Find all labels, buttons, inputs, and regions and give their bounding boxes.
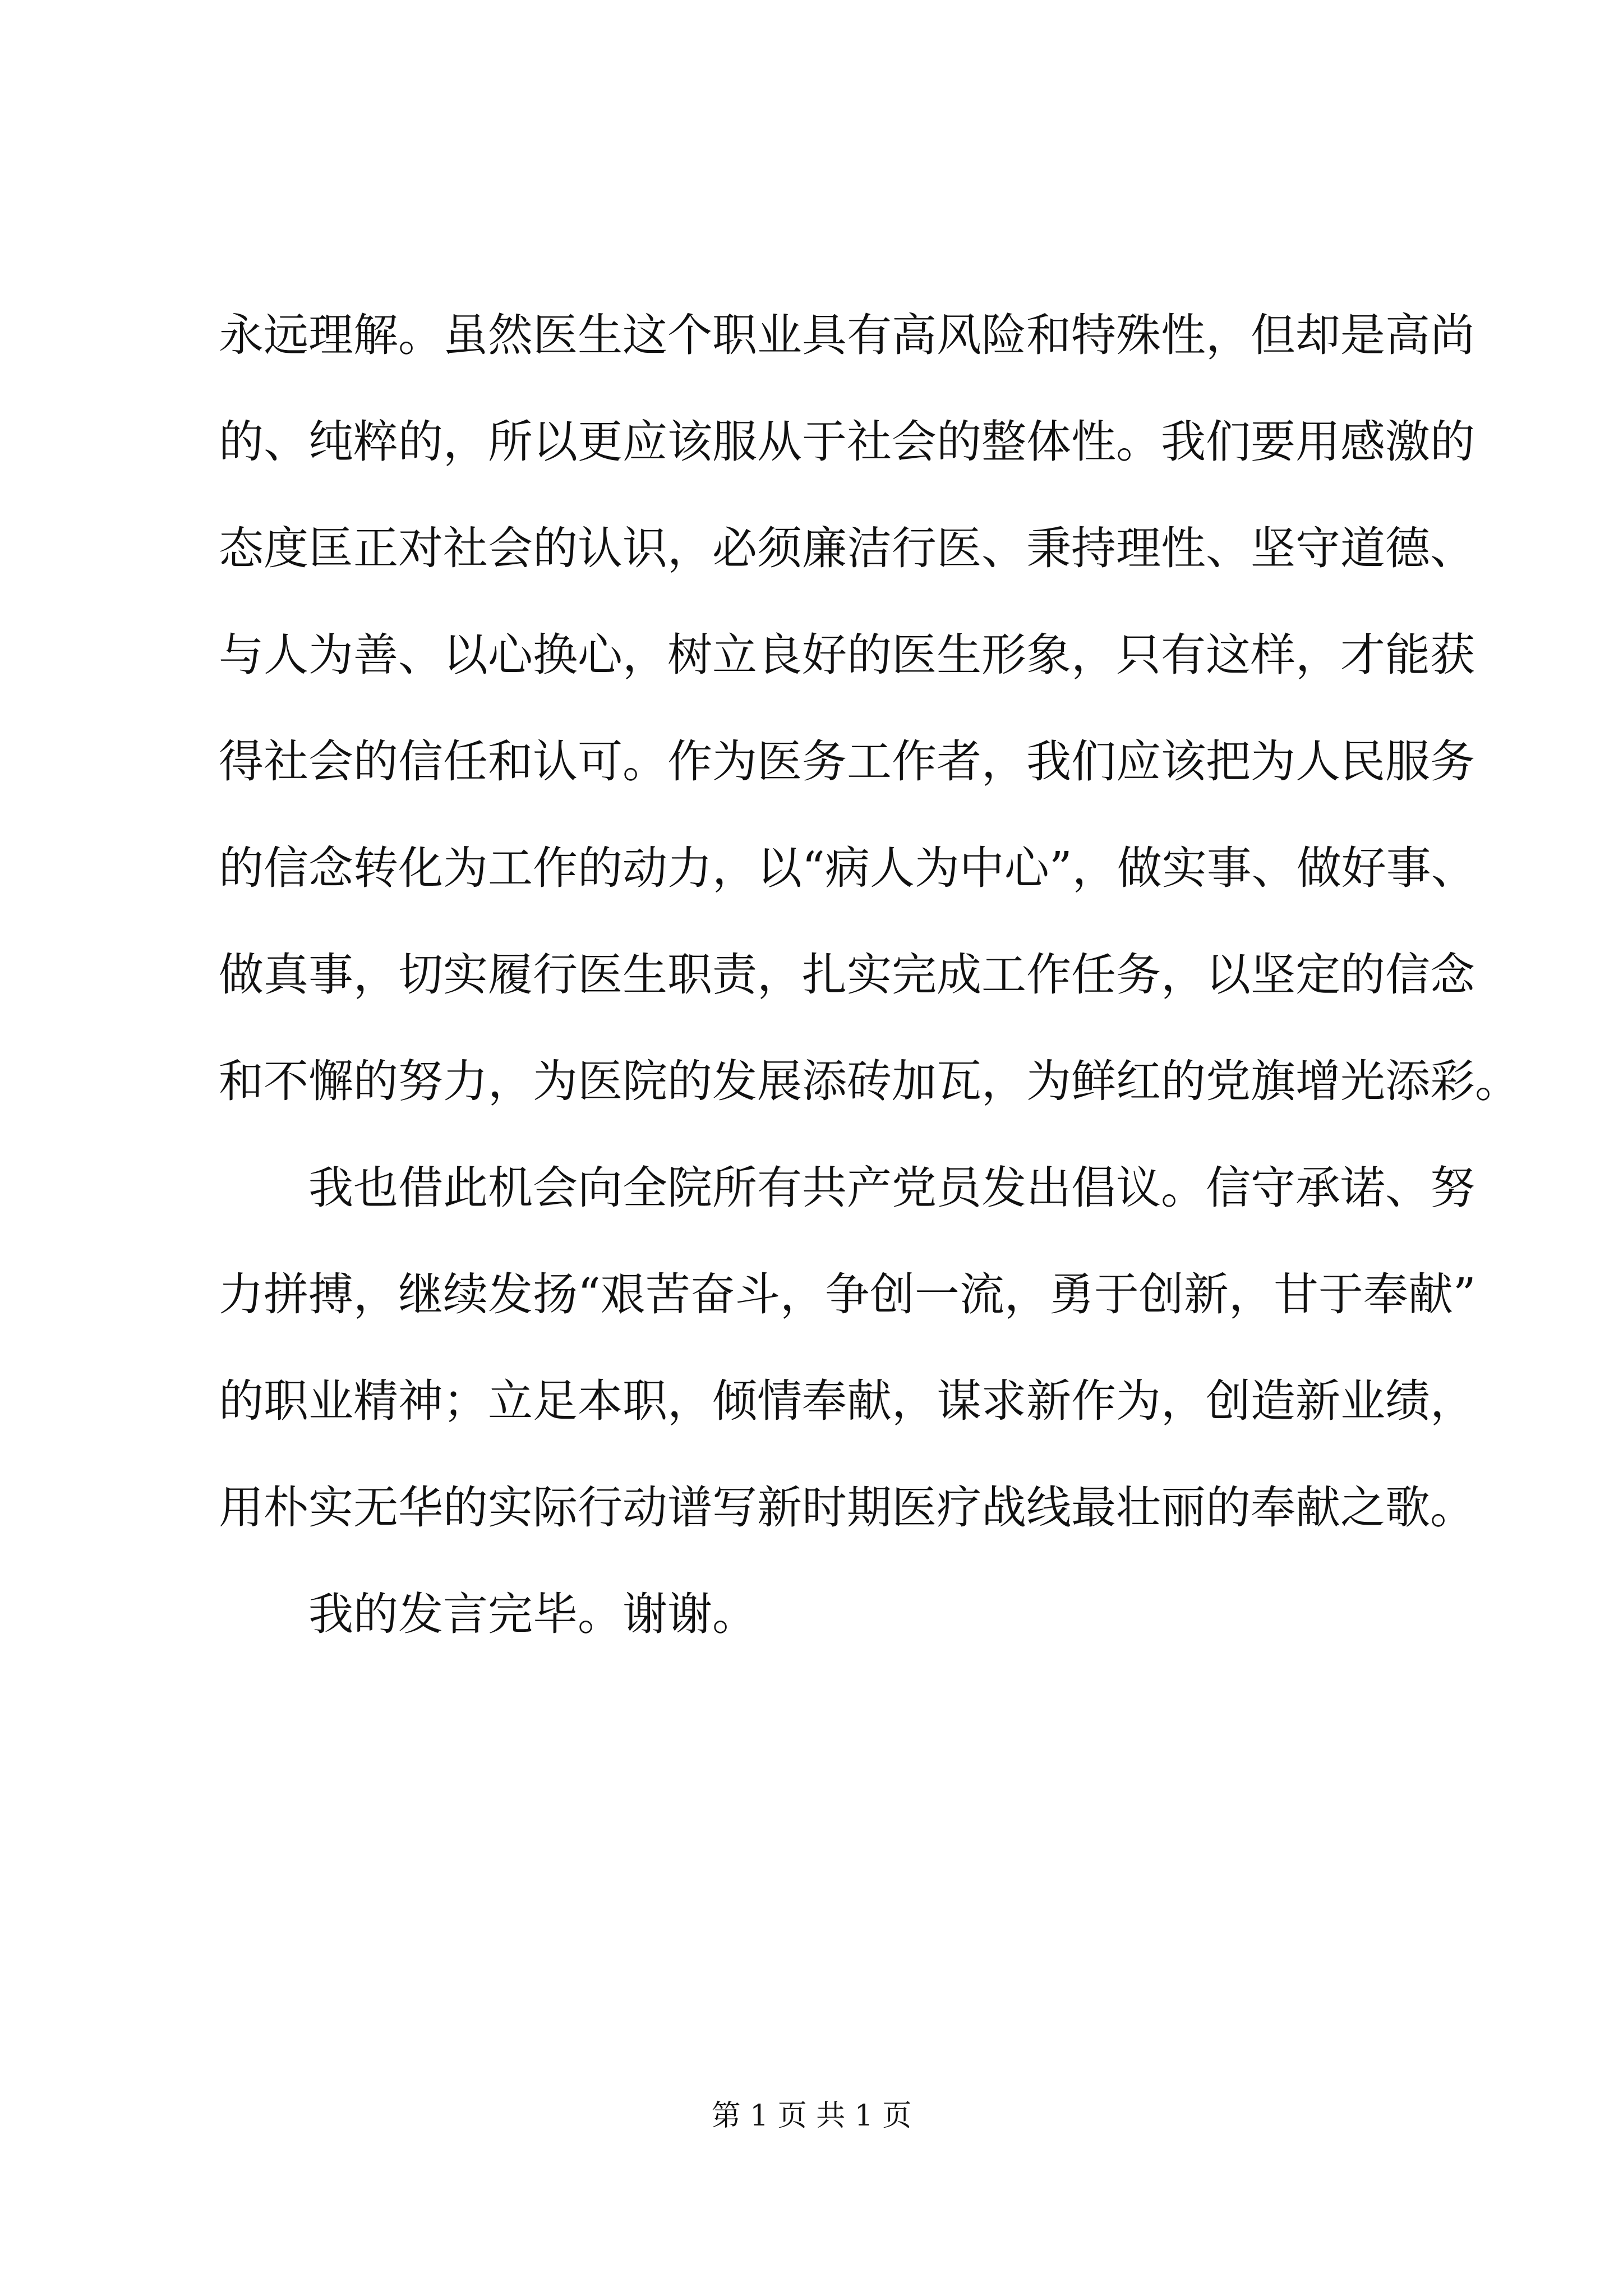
text-line: 做真事，切实履行医生职责，扎实完成工作任务，以坚定的信念 xyxy=(219,949,1475,1001)
text-line: 和不懈的努力，为医院的发展添砖加瓦，为鲜红的党旗增光添彩。 xyxy=(219,1055,1520,1107)
text-line: 态度匡正对社会的认识，必须廉洁行医、秉持理性、坚守道德、 xyxy=(219,522,1475,574)
text-line: 与人为善、以心换心，树立良好的医生形象，只有这样，才能获 xyxy=(219,629,1475,681)
text-line: 得社会的信任和认可。作为医务工作者，我们应该把为人民服务 xyxy=(219,735,1475,788)
text-line: 永远理解。虽然医生这个职业具有高风险和特殊性，但却是高尚 xyxy=(219,309,1475,361)
text-line: 我也借此机会向全院所有共产党员发出倡议。信守承诺、努 xyxy=(219,1162,1475,1214)
page-number-footer: 第 1 页 共 1 页 xyxy=(711,2099,912,2133)
text-line: 力拼搏，继续发扬“艰苦奋斗，争创一流，勇于创新，甘于奉献” xyxy=(219,1268,1476,1320)
text-line: 的职业精神；立足本职，倾情奉献，谋求新作为，创造新业绩， xyxy=(219,1375,1475,1427)
text-line: 的、纯粹的，所以更应该服从于社会的整体性。我们要用感激的 xyxy=(219,416,1475,468)
text-line: 我的发言完毕。谢谢。 xyxy=(219,1588,757,1640)
text-line: 用朴实无华的实际行动谱写新时期医疗战线最壮丽的奉献之歌。 xyxy=(219,1481,1475,1534)
text-line: 的信念转化为工作的动力，以“病人为中心”，做实事、做好事、 xyxy=(219,842,1476,894)
